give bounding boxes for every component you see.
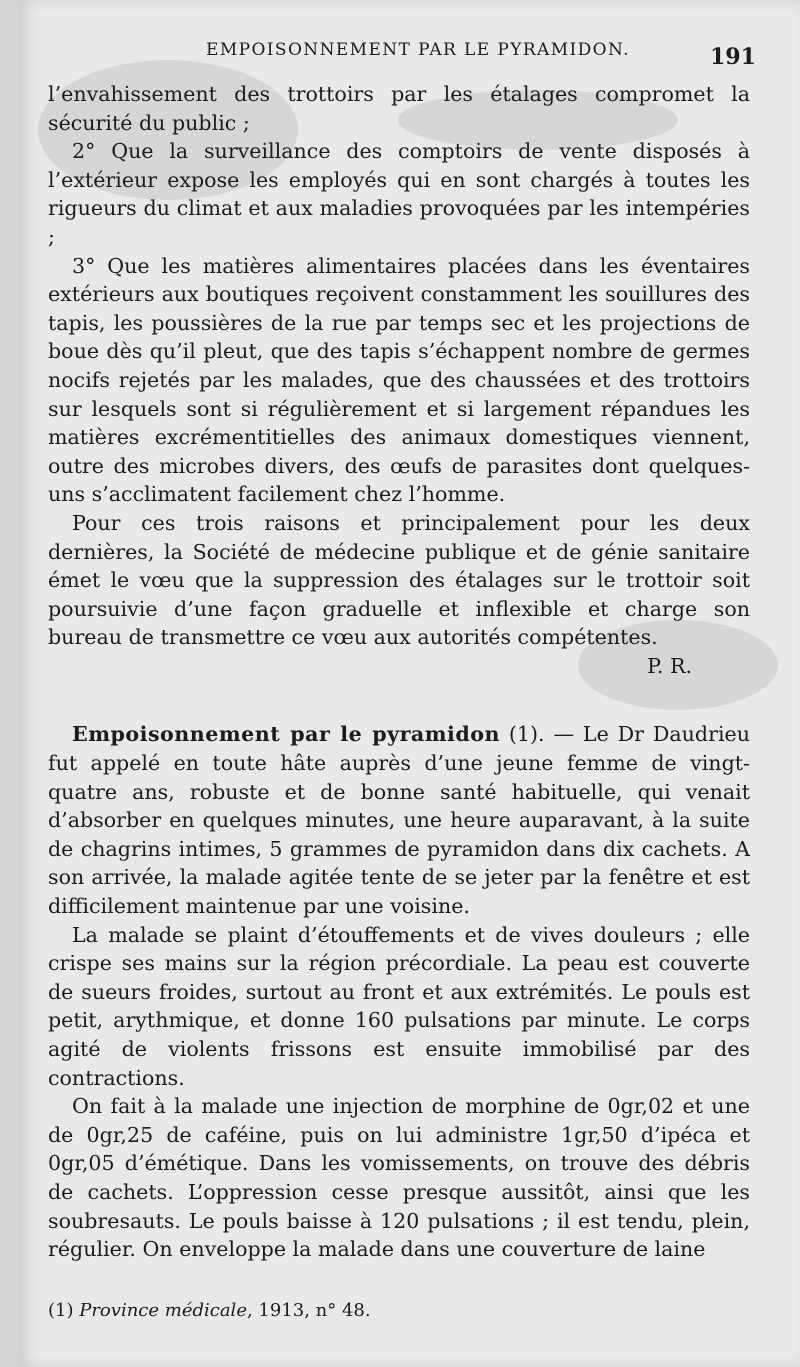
article-first-paragraph [48, 720, 750, 920]
page-number: 191 [710, 44, 756, 70]
paragraph-point-2: 2° Que la surveillance des comptoirs de vente disposés à l’extérieur expose les employés qui en sont chargés à toutes les rigueurs du climat et aux maladies provoquées par les intempéries ; [48, 139, 750, 249]
paragraph-resolution: Pour ces trois raisons et principalement pour les deux dernières, la Société de médecine publique et de génie sanitaire émet le vœu que la suppression des étalages sur le trottoir soit poursuivie d’une façon graduelle et inflexible et charge son bureau de transmettre ce vœu aux autorités compétentes. [48, 510, 750, 650]
signature: P. R. [647, 653, 692, 678]
page-body [48, 80, 750, 1264]
paragraph-continuation: l’envahissement des trottoirs par les étalages compromet la sécurité du public ; [48, 82, 750, 135]
article-title: Empoisonnement par le pyramidon [72, 722, 500, 747]
article-paragraph-1: Le Dr Daudrieu fut appelé en toute hâte auprès d’une jeune femme de vingt-quatre ans, robuste et de bonne santé habituelle, qui venait d’absorber en quelques minutes, une heure auparavant, à la suite de chagrins intimes, 5 grammes de pyramidon dans dix cachets. A son arrivée, la malade agitée tente de se jeter par la fenêtre et est difficilement maintenue par une voisine. [48, 722, 750, 919]
running-header: EMPOISONNEMENT PAR LE PYRAMIDON. [206, 40, 630, 60]
paragraph-point-3: 3° Que les matières alimentaires placées dans les éventaires extérieurs aux boutiques reçoivent constamment les souillures des tapis, les poussières de la rue par temps sec et les projections de boue dès qu’il pleut, que des tapis s’échappent nombre de germes nocifs rejetés par les malades, que des chaussées et des trottoirs sur lesquels sont si régulièrement et si largement répandues les matières excrémentitielles des animaux domestiques viennent, outre des microbes divers, des œufs de parasites dont quelques-uns s’acclimatent facilement chez l’homme. [48, 253, 750, 507]
footnote-marker: (1) [48, 1300, 80, 1321]
article-paragraph-3: On fait à la malade une injection de morphine de 0gr,02 et une de 0gr,25 de caféine, puis on lui administre 1gr,50 d’ipéca et 0gr,05 d’émétique. Dans les vomissements, on trouve des débris de cachets. L’oppression cesse presque aussitôt, ainsi que les soubresauts. Le pouls baisse à 120 pulsations ; il est tendu, plein, régulier. On enveloppe la malade dans une couverture de laine [48, 1094, 750, 1262]
footnote-source: Province médicale [79, 1300, 247, 1321]
article-paragraph-2: La malade se plaint d’étouffements et de vives douleurs ; elle crispe ses mains sur la région précordiale. La peau est couverte de sueurs froides, surtout au front et aux extrémités. Le pouls est petit, arythmique, et donne 160 pulsations par minute. Le corps agité de violents frissons est ensuite immobilisé par des contractions. [48, 922, 750, 1090]
footnote [48, 1300, 748, 1321]
footnote-details: , 1913, n° 48. [246, 1300, 371, 1321]
footnote-reference: (1). — [499, 722, 583, 747]
